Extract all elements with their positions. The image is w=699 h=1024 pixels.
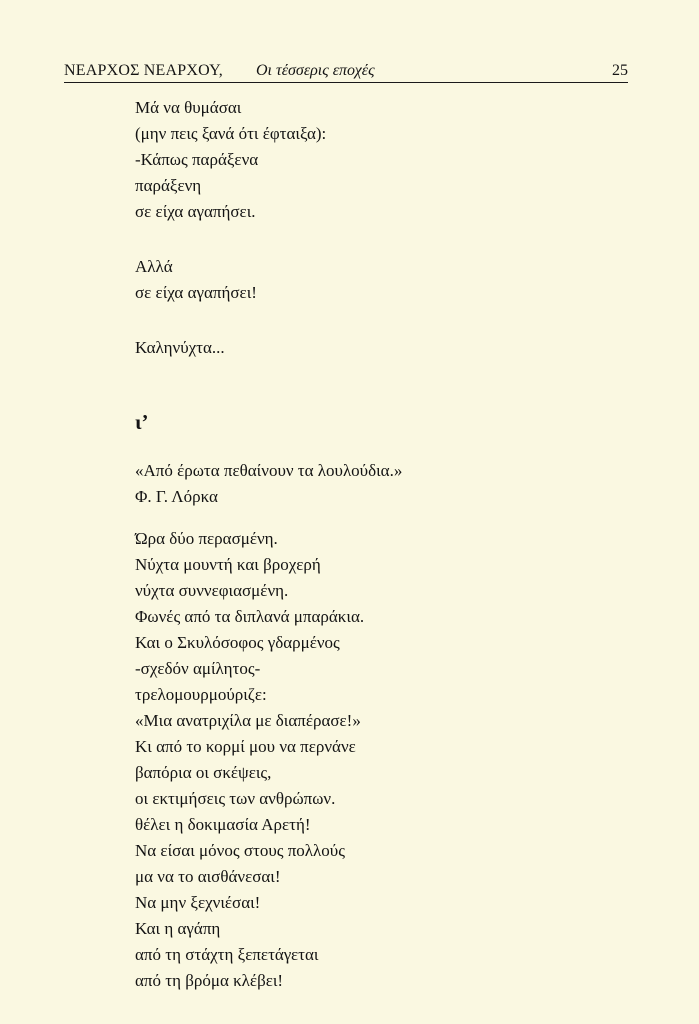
- poem-line: Μά να θυμάσαι: [135, 98, 242, 117]
- poem-line: σε είχα αγαπήσει!: [135, 283, 257, 302]
- poem-line: παράξενη: [135, 176, 202, 195]
- poem-line: -Κάπως παράξενα: [135, 150, 259, 169]
- poem-line: από τη βρόμα κλέβει!: [135, 971, 284, 990]
- poem-line: Ώρα δύο περασμένη.: [135, 529, 278, 548]
- poem-line: βαπόρια οι σκέψεις,: [135, 763, 272, 782]
- poem-line: μα να το αισθάνεσαι!: [135, 867, 281, 886]
- poem-line: Νύχτα μουντή και βροχερή: [135, 555, 321, 574]
- epigraph-quote: «Από έρωτα πεθαίνουν τα λουλούδια.»: [135, 461, 403, 480]
- header-title: Οι τέσσερις εποχές: [256, 62, 375, 79]
- poem-line: -σχεδόν αμίλητος-: [135, 659, 261, 678]
- poem-line: από τη στάχτη ξεπετάγεται: [135, 945, 319, 964]
- poem-line: τρελομουρμούριζε:: [135, 685, 267, 704]
- header-author: ΝΕΑΡΧΟΣ ΝΕΑΡΧΟΥ,: [64, 62, 224, 79]
- poem-line: Φωνές από τα διπλανά μπαράκια.: [135, 607, 365, 626]
- poem-line: Και η αγάπη: [135, 919, 221, 938]
- page-number: 25: [612, 62, 628, 79]
- poem-line: Να είσαι μόνος στους πολλούς: [135, 841, 345, 860]
- poem-line: Καληνύχτα...: [135, 338, 225, 357]
- section-heading: ι’: [135, 410, 149, 434]
- running-header: [64, 60, 628, 84]
- poem-line: οι εκτιμήσεις των ανθρώπων.: [135, 789, 336, 808]
- poem-line: Αλλά: [135, 257, 173, 276]
- epigraph-attribution: Φ. Γ. Λόρκα: [135, 487, 218, 506]
- poem-line: (μην πεις ξανά ότι έφταιξα):: [135, 124, 327, 143]
- poem-line: Κι από το κορμί μου να περνάνε: [135, 737, 356, 756]
- poem-line: «Μια ανατριχίλα με διαπέρασε!»: [135, 711, 361, 730]
- poem-line: νύχτα συννεφιασμένη.: [135, 581, 289, 600]
- poem-line: Και ο Σκυλόσοφος γδαρμένος: [135, 633, 340, 652]
- poem-line: θέλει η δοκιμασία Αρετή!: [135, 815, 311, 834]
- poem-line: Να μην ξεχνιέσαι!: [135, 893, 261, 912]
- header-rule: [64, 82, 628, 83]
- poem-line: σε είχα αγαπήσει.: [135, 202, 256, 221]
